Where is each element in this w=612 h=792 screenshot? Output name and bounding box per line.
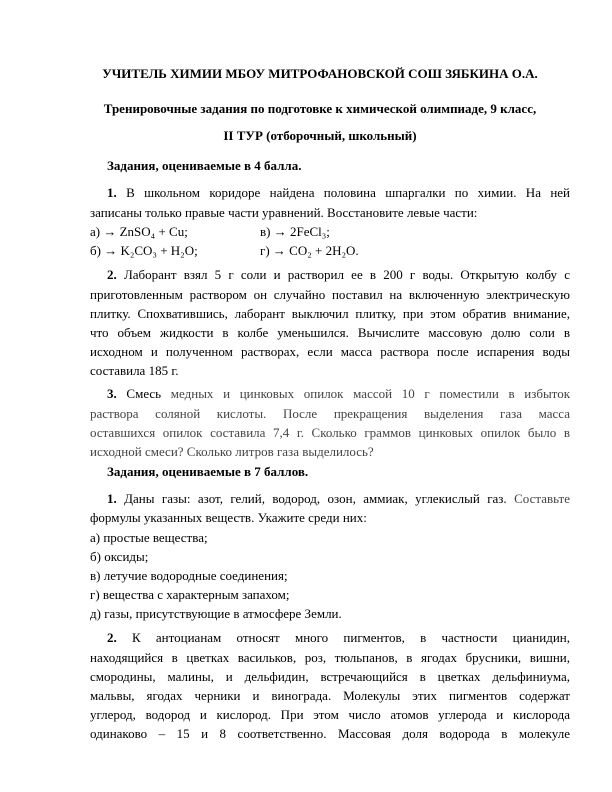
task-number: 2. — [107, 630, 117, 645]
task-2-line-2: приготовленным раствором он случайно поставил на включенную электрическую — [90, 287, 570, 302]
task-2-2-line-3: смородины, малины, и дельфидин, встречающийся в цветках дельфиниума, — [90, 669, 570, 684]
equation-row-1 — [90, 224, 570, 240]
task-2-2-line-4: мальвы, ягодах черники и винограда. Молекулы этих пигментов содержат — [90, 688, 570, 703]
round-title: II ТУР (отборочный, школьный) — [223, 128, 417, 143]
equation-g: г) → CO₂ + 2H₂O. — [260, 243, 359, 258]
task-text: В школьном коридоре найдена половина шпаргалки по химии. На ней — [126, 185, 570, 200]
list-item-g: г) вещества с характерным запахом; — [90, 587, 290, 602]
list-item-d: д) газы, присутствующие в атмосфере Земли. — [90, 606, 342, 621]
task-3-line-1 — [107, 386, 570, 402]
task-3-line-3: оставшихся опилок составила 7,4 г. Сколько граммов цинковых опилок было в — [90, 425, 570, 440]
equation-v: в) → 2FeCl₃; — [260, 224, 330, 239]
section-heading-7-points: Задания, оцениваемые в 7 баллов. — [107, 464, 309, 479]
task-3-line-4: исходной смеси? Сколько литров газа выделилось? — [90, 444, 374, 459]
task-1-line-2: записаны только правые части уравнений. Восстановите левые части: — [90, 205, 478, 220]
task-lead-word: Смесь — [126, 386, 162, 401]
list-item-a: а) простые вещества; — [90, 530, 208, 545]
task-2-1-line-2: формулы указанных веществ. Укажите среди них: — [90, 510, 367, 525]
document-title: УЧИТЕЛЬ ХИМИИ МБОУ МИТРОФАНОВСКОЙ СОШ ЗЯБКИНА О.А. — [102, 66, 538, 81]
document-subtitle: Тренировочные задания по подготовке к химической олимпиаде, 9 класс, — [103, 101, 537, 116]
list-item-b: б) оксиды; — [90, 549, 149, 564]
task-text: медных и цинковых опилок массой 10 г поместили в избыток — [170, 386, 571, 401]
task-2-2-line-6: одинаково – 15 и 8 соответственно. Массовая доля водорода в молекуле — [90, 726, 570, 741]
equation-row-2 — [90, 243, 570, 259]
task-3-line-2: раствора соляной кислоты. После прекращения выделения газа масса — [90, 406, 570, 421]
list-item-v: в) летучие водородные соединения; — [90, 568, 288, 583]
equation-b: б) → K₂CO₃ + H₂O; — [90, 243, 198, 258]
section-heading-4-points: Задания, оцениваемые в 4 балла. — [107, 158, 302, 173]
task-2-2-line-2: находящийся в цветках васильков, роз, тюльпанов, в ягодах брусники, вишни, — [90, 650, 570, 665]
task-2-line-5: исходном и полученном растворах, если масса раствора после испарения воды — [90, 344, 570, 359]
task-2-2-line-1 — [107, 630, 570, 646]
task-2-line-6: составила 185 г. — [90, 363, 179, 378]
task-1-line-1 — [107, 185, 570, 201]
task-2-line-4: что объем жидкости в колбе уменьшился. Вычислите массовую долю соли в — [90, 325, 570, 340]
task-text: К антоцианам относят много пигментов, в частности цианидин, — [132, 630, 571, 645]
task-number: 1. — [107, 491, 117, 506]
task-text-tail: Составьте — [514, 491, 570, 506]
task-number: 3. — [107, 386, 117, 401]
task-text: Даны газы: азот, гелий, водород, озон, аммиак, углекислый газ. — [124, 491, 507, 506]
task-text: Лаборант взял 5 г соли и растворил ее в 200 г воды. Открытую колбу с — [123, 267, 571, 282]
task-2-1-line-1 — [107, 491, 570, 507]
task-2-line-3: плитку. Спохватившись, лаборант выключил плитку, при этом обратив внимание, — [90, 306, 570, 321]
equation-a: а) → ZnSO₄ + Cu; — [90, 224, 188, 239]
task-number: 1. — [107, 185, 117, 200]
task-2-2-line-5: углерод, водород и кислород. При этом число атомов углерода и кислорода — [90, 707, 570, 722]
task-2-line-1 — [107, 267, 570, 283]
task-number: 2. — [107, 267, 117, 282]
